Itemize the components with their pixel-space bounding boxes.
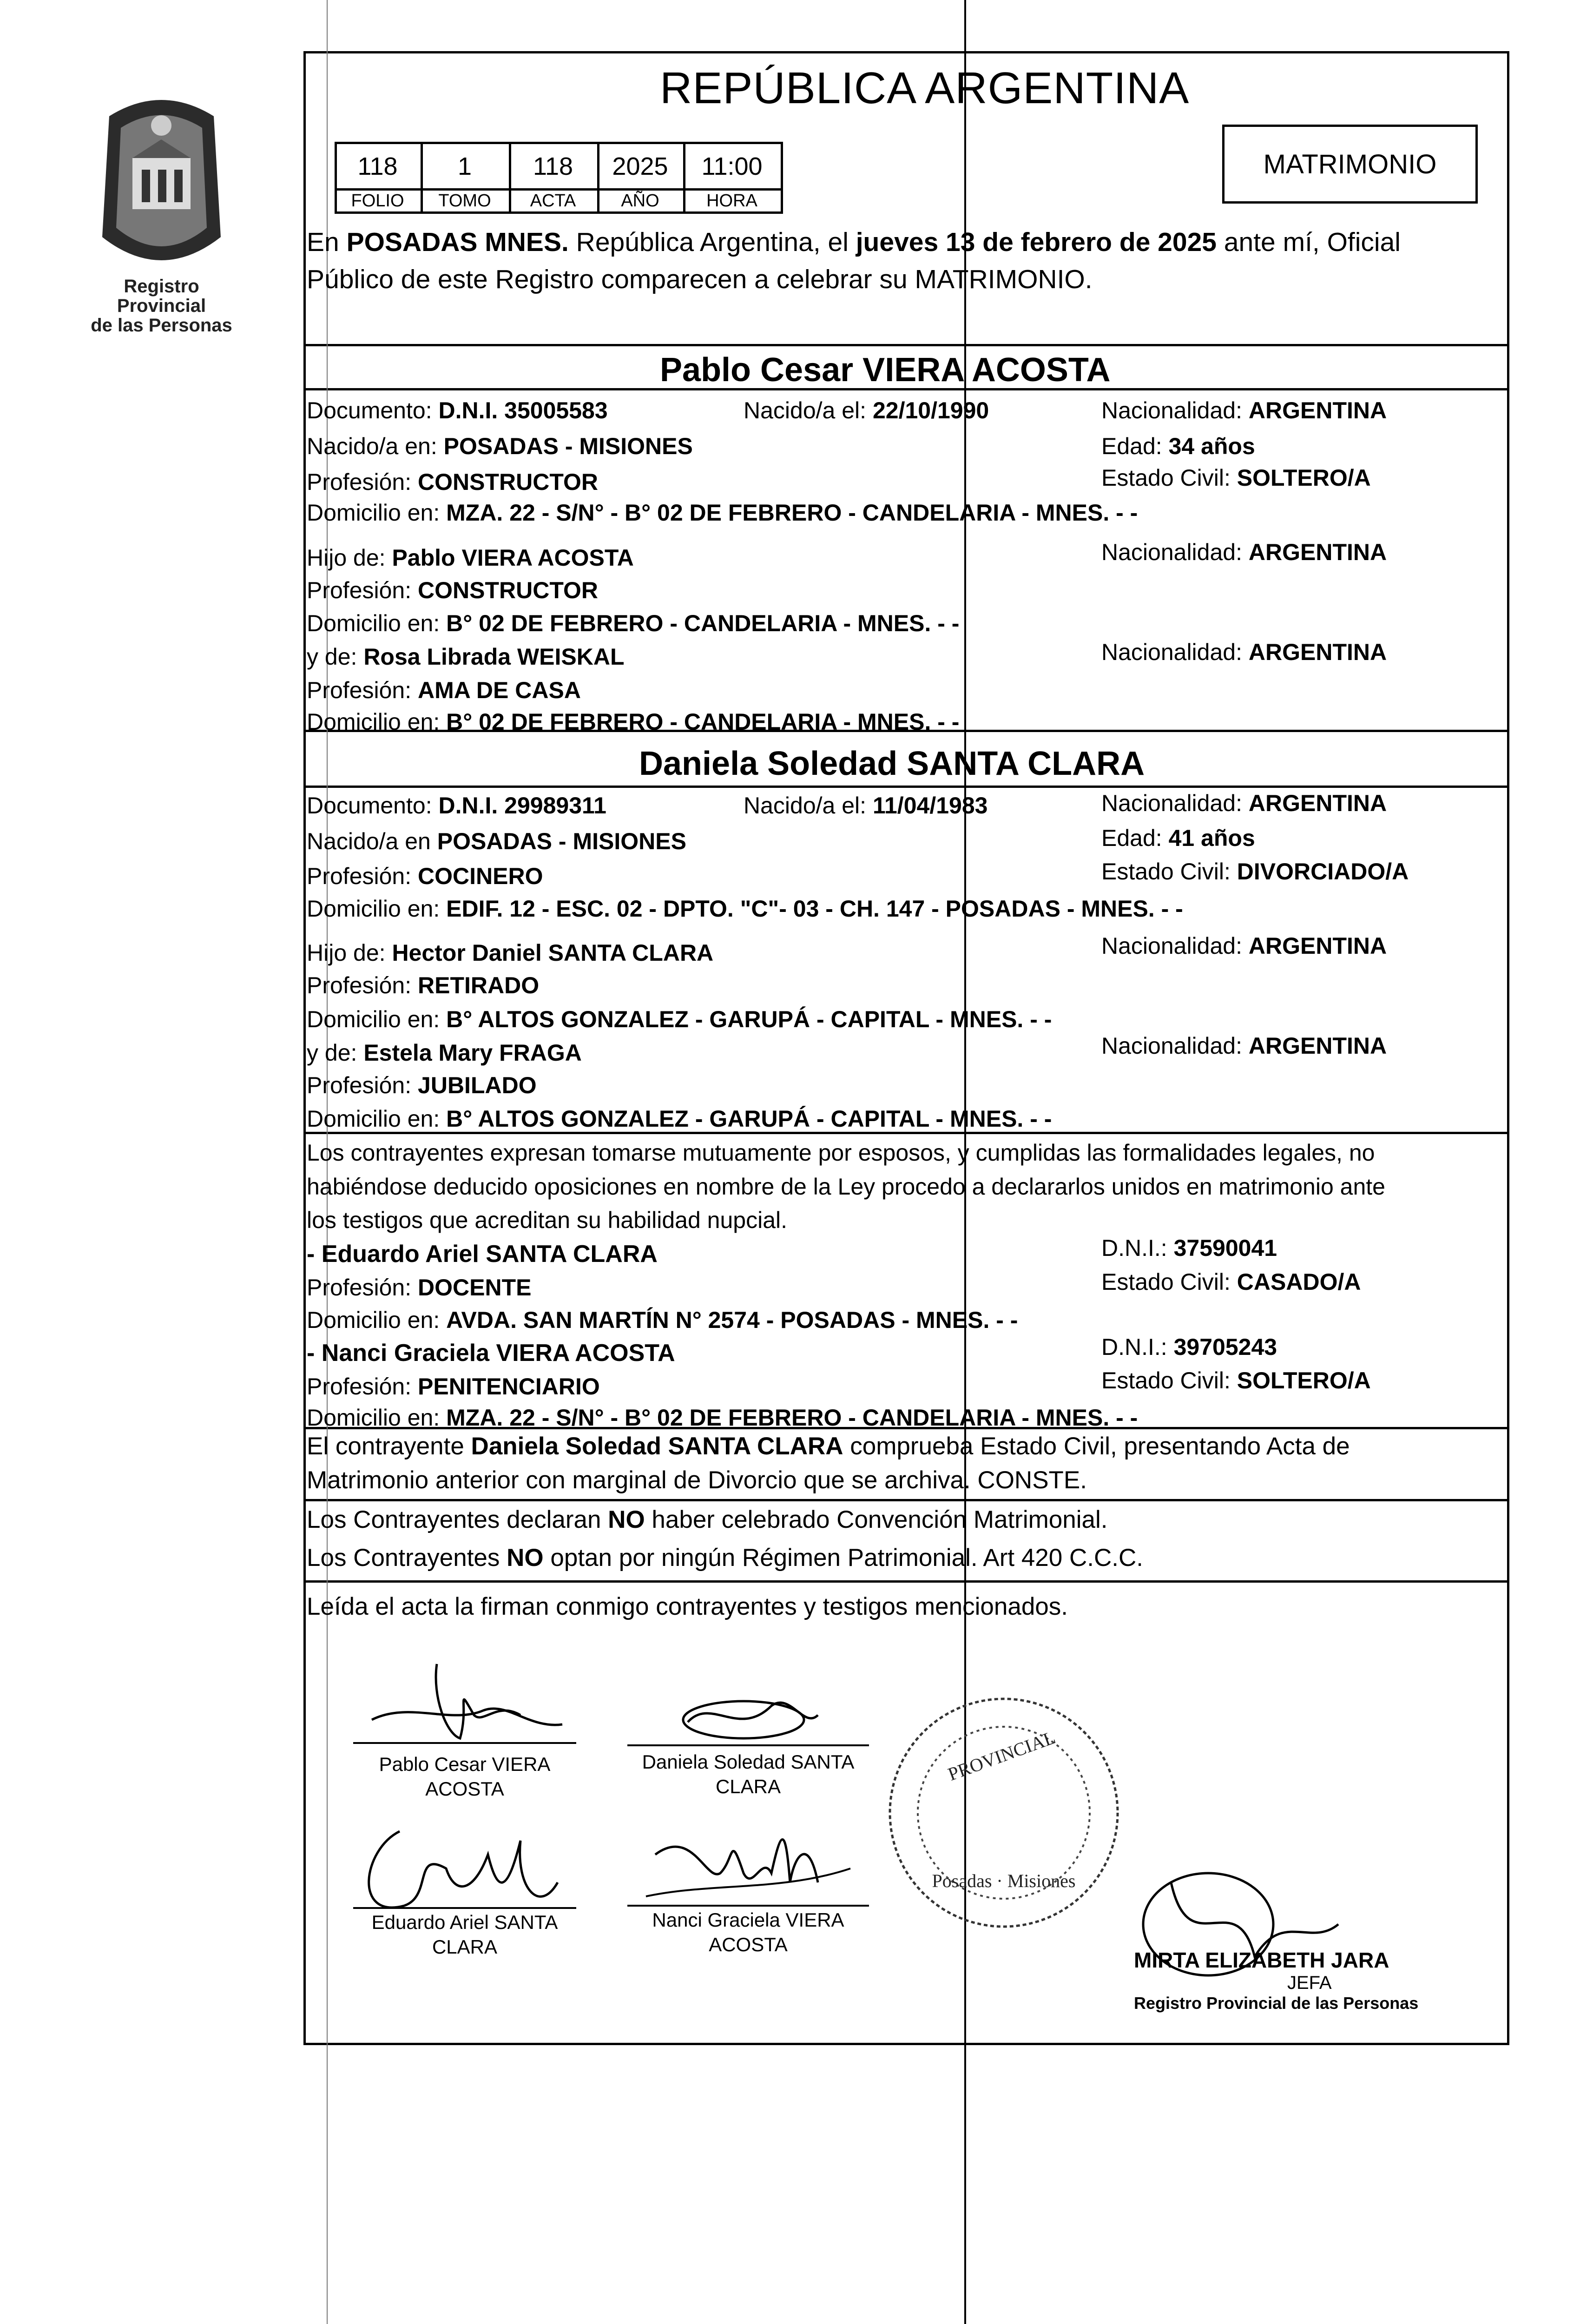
witness1-address: Domicilio en: AVDA. SAN MARTÍN N° 2574 - POSADAS - MNES. - -: [307, 1307, 1018, 1333]
official-name: MIRTA ELIZABETH JARA: [1134, 1948, 1389, 1972]
witness1-name: - Eduardo Ariel SANTA CLARA: [307, 1241, 658, 1268]
page-title: REPÚBLICA ARGENTINA: [660, 63, 1190, 113]
spouse1-mother: y de: Rosa Librada WEISKAL: [307, 644, 625, 670]
spouse2-name: Daniela Soledad SANTA CLARA: [639, 745, 1145, 782]
spouse2-age: Edad: 41 años: [1101, 825, 1255, 851]
spouse2-mother-nationality: Nacionalidad: ARGENTINA: [1101, 1033, 1387, 1059]
spouse1-age: Edad: 34 años: [1101, 433, 1255, 459]
spouse2-mother: y de: Estela Mary FRAGA: [307, 1040, 582, 1066]
spouse1-birth-place: Nacido/a en: POSADAS - MISIONES: [307, 433, 693, 459]
witness2-dni: D.N.I.: 39705243: [1101, 1334, 1277, 1360]
witness2-civil-status: Estado Civil: SOLTERO/A: [1101, 1367, 1371, 1393]
spouse1-mother-nationality: Nacionalidad: ARGENTINA: [1101, 639, 1387, 665]
regime-note: Los Contrayentes NO optan por ningún Régimen Patrimonial. Art 420 C.C.C.: [307, 1544, 1143, 1571]
svg-text:Posadas · Misiones: Posadas · Misiones: [932, 1870, 1076, 1891]
spouse2-mother-profession: Profesión: JUBILADO: [307, 1072, 537, 1098]
tomo-label: TOMO: [438, 191, 491, 211]
spouse2-father-address: Domicilio en: B° ALTOS GONZALEZ - GARUPÁ - CAPITAL - MNES. - -: [307, 1006, 1052, 1032]
anio-value: 2025: [612, 152, 668, 180]
spouse2-nationality: Nacionalidad: ARGENTINA: [1101, 790, 1387, 816]
witness2-name: - Nanci Graciela VIERA ACOSTA: [307, 1340, 675, 1367]
folio-value: 118: [357, 152, 398, 180]
official-office: Registro Provincial de las Personas: [1134, 1994, 1419, 2013]
witness1-profession: Profesión: DOCENTE: [307, 1274, 532, 1301]
agency-logo: [81, 88, 242, 336]
spouse1-mother-profession: Profesión: AMA DE CASA: [307, 677, 581, 703]
spouse1-father-nationality: Nacionalidad: ARGENTINA: [1101, 539, 1387, 565]
acta-label: ACTA: [530, 191, 576, 211]
spouse1-nationality: Nacionalidad: ARGENTINA: [1101, 397, 1387, 423]
spouse2-mother-address: Domicilio en: B° ALTOS GONZALEZ - GARUPÁ - CAPITAL - MNES. - -: [307, 1106, 1052, 1132]
signature-nanci: [618, 1803, 878, 1924]
record-type: MATRIMONIO: [1263, 149, 1437, 179]
spouse1-name: Pablo Cesar VIERA ACOSTA: [660, 351, 1111, 389]
witness1-dni: D.N.I.: 37590041: [1101, 1235, 1277, 1261]
declaration-line-2: habiéndose deducido oposiciones en nombre de la Ley procedo a declararlos unidos en matrimonio ante: [307, 1174, 1385, 1200]
spouse2-document: Documento: D.N.I. 29989311: [307, 792, 606, 819]
official-block: [1134, 1948, 1459, 2013]
spouse1-civil-status: Estado Civil: SOLTERO/A: [1101, 465, 1371, 491]
spouse2-address: Domicilio en: EDIF. 12 - ESC. 02 - DPTO. "C"- 03 - CH. 147 - POSADAS - MNES. - -: [307, 896, 1183, 922]
acta-value: 118: [533, 152, 573, 180]
declaration-line-1: Los contrayentes expresan tomarse mutuamente por esposos, y cumplidas las formalidades legales, no: [307, 1140, 1375, 1166]
intro-line-1: En POSADAS MNES. República Argentina, el jueves 13 de febrero de 2025 ante mí, Oficial: [307, 227, 1401, 257]
convention-note: Los Contrayentes declaran NO haber celebrado Convención Matrimonial.: [307, 1506, 1108, 1533]
spouse1-address: Domicilio en: MZA. 22 - S/N° - B° 02 DE FEBRERO - CANDELARIA - MNES. - -: [307, 500, 1138, 526]
hora-value: 11:00: [701, 152, 763, 180]
signature-label-daniela: Daniela Soledad SANTA CLARA: [642, 1751, 855, 1797]
spouse2-father-profession: Profesión: RETIRADO: [307, 972, 540, 998]
spouse1-document: Documento: D.N.I. 35005583: [307, 397, 608, 423]
tomo-value: 1: [457, 152, 472, 180]
hora-label: HORA: [706, 191, 757, 211]
spouse1-father-address: Domicilio en: B° 02 DE FEBRERO - CANDELARIA - MNES. - -: [307, 610, 960, 636]
spouse1-profession: Profesión: CONSTRUCTOR: [307, 469, 598, 495]
svg-text:PROVINCIAL: PROVINCIAL: [945, 1726, 1058, 1785]
record-type-box: [1222, 125, 1478, 204]
signature-pablo: [344, 1645, 586, 1766]
anio-label: AÑO: [621, 191, 659, 211]
official-seal-icon: [883, 1692, 1125, 1934]
signature-label-nanci: Nanci Graciela VIERA ACOSTA: [652, 1909, 844, 1955]
witness2-address: Domicilio en: MZA. 22 - S/N° - B° 02 DE FEBRERO - CANDELARIA - MNES. - -: [307, 1405, 1138, 1431]
official-title: JEFA: [1287, 1973, 1332, 1993]
spouse2-birth-place: Nacido/a en POSADAS - MISIONES: [307, 828, 686, 854]
record-fields-table: [335, 142, 783, 214]
signature-daniela: [618, 1678, 878, 1757]
spouse2-father: Hijo de: Hector Daniel SANTA CLARA: [307, 940, 714, 966]
spouse1-birth-date: Nacido/a el: 22/10/1990: [744, 397, 989, 423]
spouse2-birth-date: Nacido/a el: 11/04/1983: [744, 792, 988, 819]
witness2-profession: Profesión: PENITENCIARIO: [307, 1373, 600, 1400]
folio-label: FOLIO: [351, 191, 404, 211]
spouse1-mother-address: Domicilio en: B° 02 DE FEBRERO - CANDELARIA - MNES. - -: [307, 709, 960, 735]
spouse1-father: Hijo de: Pablo VIERA ACOSTA: [307, 545, 634, 571]
spouse2-father-nationality: Nacionalidad: ARGENTINA: [1101, 933, 1387, 959]
divorce-note-line-1: El contrayente Daniela Soledad SANTA CLARA comprueba Estado Civil, presentando Acta de: [307, 1433, 1350, 1460]
spouse1-father-profession: Profesión: CONSTRUCTOR: [307, 577, 598, 603]
witness1-civil-status: Estado Civil: CASADO/A: [1101, 1269, 1361, 1295]
intro-line-2: Público de este Registro comparecen a celebrar su MATRIMONIO.: [307, 264, 1093, 294]
signature-label-pablo: Pablo Cesar VIERA ACOSTA: [379, 1753, 551, 1800]
spouse2-profession: Profesión: COCINERO: [307, 863, 543, 889]
declaration-line-3: los testigos que acreditan su habilidad nupcial.: [307, 1207, 788, 1233]
closing-note: Leída el acta la firman conmigo contrayentes y testigos mencionados.: [307, 1593, 1068, 1620]
provincial-seal-icon: [81, 88, 242, 274]
divorce-note-line-2: Matrimonio anterior con marginal de Divorcio que se archiva. CONSTE.: [307, 1466, 1087, 1494]
spouse2-civil-status: Estado Civil: DIVORCIADO/A: [1101, 858, 1409, 885]
signature-label-eduardo: Eduardo Ariel SANTA CLARA: [371, 1911, 558, 1958]
agency-name: Registro Provincial de las Personas: [91, 276, 232, 336]
